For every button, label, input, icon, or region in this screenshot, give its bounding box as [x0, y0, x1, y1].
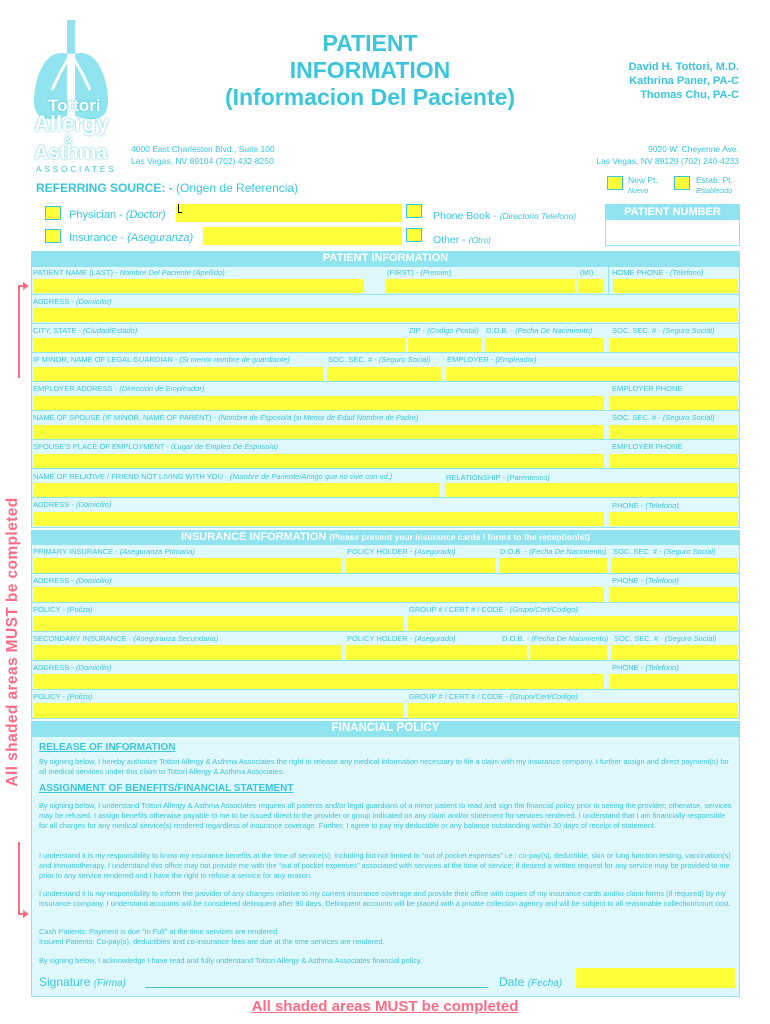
policy-holder-dob-label	[500, 547, 606, 556]
row-divider	[31, 660, 740, 661]
relative-address-label	[33, 500, 111, 509]
employer-phone-label: EMPLOYER PHONE	[612, 384, 683, 393]
physician-field[interactable]	[176, 204, 402, 222]
address-left-line-1: 4000 East Charleston Blvd., Suite 100	[131, 144, 275, 154]
new-patient-text: New Pt.	[628, 175, 658, 185]
patient-number-label: PATIENT NUMBER	[606, 205, 739, 220]
insurance-address-field[interactable]	[33, 587, 604, 602]
phone-book-label	[433, 210, 576, 222]
insurance-address-text: ADDRESS -	[33, 576, 74, 585]
relative-text: NAME OF RELATIVE / FRIEND NOT LIVING WITH YOU -	[33, 472, 228, 481]
insured-patients-text: Insured Patients: Co-pay(s), deductibles and co-insurance fees are due at the time services are rendered.	[39, 937, 385, 946]
policy-holder-text-es: (Asegurado)	[414, 547, 456, 556]
referring-source-label	[36, 181, 298, 195]
date-text: Date	[499, 975, 525, 989]
physician-label	[69, 209, 166, 221]
side-warning: All shaded areas MUST be completed	[4, 497, 21, 787]
policy-text: POLICY -	[33, 605, 65, 614]
employer-address-field[interactable]	[33, 396, 604, 410]
home-phone-text: HOME PHONE -	[612, 268, 668, 277]
secondary-address-field[interactable]	[33, 674, 604, 689]
policy-holder-2-dob-text: D.O.B. -	[502, 634, 530, 643]
established-patient-label	[696, 175, 733, 197]
provider-3: Thomas Chu, PA-C	[640, 89, 739, 101]
group-text: GROUP # / CERT # / CODE -	[409, 605, 508, 614]
group-label	[409, 605, 578, 614]
ssn-field[interactable]	[610, 338, 738, 352]
spouse-employer-phone-label: EMPLOYER PHONE	[612, 442, 683, 451]
address-label	[33, 297, 111, 306]
policy-holder-2-text-es: (Asegurado)	[414, 634, 456, 643]
ssn-text: SOC. SEC. # -	[612, 326, 661, 335]
dob-label	[486, 326, 592, 335]
phone-book-text-es: (Directorio Telefono)	[499, 211, 577, 221]
group-2-label	[409, 692, 578, 701]
spouse-employment-label	[33, 442, 278, 451]
home-phone-field[interactable]	[613, 279, 738, 293]
spouse-ssn-text: SOC. SEC. # -	[612, 413, 661, 422]
policy-holder-ssn-text: SOC. SEC. # -	[613, 547, 662, 556]
insurance-label	[69, 232, 193, 244]
city-state-text-es: (Ciudad/Estado)	[83, 326, 138, 335]
signature-text-es: (Firma)	[93, 978, 126, 989]
policy-holder-ssn-label	[613, 547, 716, 556]
policy-holder-field[interactable]	[346, 558, 496, 573]
spouse-employment-text: SPOUSE'S PLACE OF EMPLOYMENT -	[33, 442, 169, 451]
relative-phone-text-es: (Telefono)	[645, 501, 679, 510]
policy-2-field[interactable]	[33, 703, 403, 718]
guardian-label	[33, 355, 290, 364]
home-phone-text-es: (Telefono)	[669, 268, 704, 277]
insurance-heading	[31, 530, 740, 544]
policy-holder-2-ssn-field[interactable]	[611, 645, 738, 660]
spouse-employment-field[interactable]	[33, 454, 604, 468]
policy-holder-text: POLICY HOLDER -	[347, 547, 413, 556]
physician-checkbox[interactable]	[45, 206, 61, 220]
dob-field[interactable]	[485, 338, 604, 352]
primary-insurance-field[interactable]	[33, 558, 342, 573]
other-text-es: (Otro)	[468, 235, 491, 245]
last-name-text: PATIENT NAME (LAST) -	[33, 268, 118, 277]
row-divider	[31, 497, 740, 498]
logo	[30, 18, 117, 176]
spouse-text-es: (Nombre de Esposo/a (si Menor de Edad Nombre de Padre)	[218, 413, 419, 422]
relative-field[interactable]	[33, 483, 440, 497]
provider-list	[629, 60, 739, 102]
first-name-text: (FIRST) -	[387, 268, 419, 277]
column-divider	[608, 266, 609, 294]
date-label	[499, 975, 562, 989]
insurance-phone-label	[612, 576, 679, 585]
guardian-field[interactable]	[33, 367, 323, 381]
physician-text: Physician -	[69, 209, 123, 221]
last-name-label	[33, 268, 225, 277]
secondary-insurance-field[interactable]	[33, 645, 342, 660]
relationship-text: RELATIONSHIP -	[446, 473, 505, 482]
other-text: Other -	[433, 234, 466, 246]
logo-text-4: Asthma	[34, 142, 108, 164]
policy-holder-dob-text-es: (Fecha De Nacimiento)	[529, 547, 607, 556]
primary-insurance-text: PRIMARY INSURANCE -	[33, 547, 118, 556]
home-phone-label	[612, 268, 703, 277]
patient-info-heading: PATIENT INFORMATION	[31, 251, 740, 266]
mi-label: (MI)	[580, 268, 594, 277]
new-patient-checkbox[interactable]	[607, 176, 623, 190]
signature-label	[39, 975, 126, 989]
employer-label	[447, 355, 537, 364]
insurance-address-text-es: (Domicilio)	[75, 576, 112, 585]
policy-field[interactable]	[33, 616, 403, 631]
address-left	[131, 143, 275, 167]
insurance-phone-field[interactable]	[610, 587, 738, 602]
guardian-text: IF MINOR, NAME OF LEGAL GUARDIAN -	[33, 355, 178, 364]
secondary-phone-field[interactable]	[610, 674, 738, 689]
address-right	[596, 143, 739, 167]
row-divider	[31, 631, 740, 632]
policy-holder-2-dob-text-es: (Fecha De Nacimiento)	[531, 634, 609, 643]
established-patient-text-es: Establecido	[696, 188, 733, 195]
ssn-text-es: (Seguro Social)	[662, 326, 715, 335]
guardian-text-es: (Si menor nombre de guardiante)	[179, 355, 290, 364]
policy-holder-2-text: POLICY HOLDER -	[347, 634, 413, 643]
policy-holder-label	[347, 547, 456, 556]
policy-holder-ssn-text-es: (Seguro Social)	[663, 547, 716, 556]
title-line-2: INFORMATION	[289, 57, 451, 83]
guardian-ssn-label	[328, 355, 431, 364]
group-2-text-es: (Grupo/Cert/Codigo)	[509, 692, 578, 701]
bottom-warning: All shaded areas MUST be completed	[251, 998, 519, 1015]
insurance-referral-field[interactable]	[203, 227, 402, 245]
relationship-label	[446, 473, 550, 482]
secondary-insurance-label	[33, 634, 218, 643]
policy-holder-2-ssn-text: SOC. SEC. # -	[614, 634, 663, 643]
row-divider	[31, 689, 740, 690]
row-divider	[31, 439, 740, 440]
group-2-text: GROUP # / CERT # / CODE -	[409, 692, 508, 701]
zip-text-es: (Codigo Postal)	[427, 326, 479, 335]
policy-holder-2-ssn-label	[614, 634, 717, 643]
zip-text: ZIP -	[409, 326, 426, 335]
secondary-insurance-text-es: (Aseguranza Secundaria)	[133, 634, 219, 643]
first-name-text-es: (Premier)	[420, 268, 452, 277]
relationship-text-es: (Parentesco)	[507, 473, 550, 482]
secondary-address-label	[33, 663, 111, 672]
policy-label	[33, 605, 93, 614]
title-line-1: PATIENT	[322, 30, 418, 56]
signature-text: Signature	[39, 975, 91, 989]
employer-field[interactable]	[446, 367, 738, 381]
zip-field[interactable]	[408, 338, 482, 352]
insurance-heading-text: INSURANCE INFORMATION	[180, 531, 327, 543]
secondary-phone-text: PHONE -	[612, 663, 644, 672]
referring-source-title: REFERRING SOURCE: -	[36, 181, 173, 195]
page-title	[170, 30, 570, 111]
policy-2-label	[33, 692, 93, 701]
policy-paragraph-1: By signing below, I understand Tottori Allergy & Asthma Associates requires all patients and/or legal guardians of a minor patient to read and sign the financial policy prior to seeing the provider; otherwise, services may be refused. I assign benefits otherwise payable to me to be issued direct to the provider or group indicated on any claim and/or statement for services rendered. I understand that I am financially responsible for all charges for any medical service(s) rendered regardless of insurance coverage. Further, I agree to pay my deductible or any balance outstanding within 30 days of receipt of statement.	[39, 801, 732, 830]
policy-holder-dob-text: D.O.B. -	[500, 547, 528, 556]
cash-patients-text: Cash Patients: Payment is due “In Full” at the time services are rendered.	[39, 927, 280, 936]
row-divider	[31, 468, 740, 469]
date-text-es: (Fecha)	[527, 978, 563, 989]
ssn-label	[612, 326, 715, 335]
date-field[interactable]	[576, 968, 735, 988]
policy-holder-2-dob-label	[502, 634, 608, 643]
dob-text-es: (Fecha De Nacimiento)	[515, 326, 593, 335]
insurance-checkbox[interactable]	[45, 229, 61, 243]
city-state-label	[33, 326, 137, 335]
row-divider	[31, 602, 740, 603]
mi-field[interactable]	[578, 279, 604, 293]
policy-paragraph-2: I understand it is my responsibility to know my insurance benefits at the time of service(s), including but not limited to “out of pocket expenses” i.e.: co-pay(s), deductible, skin or lung function testing, vaccination(s) and immunotherapy. I understand this office may not provide me with the “out of pocket expenses” associated with services at the time of service; if desired a written request for any service may be provided to me prior to any service rendered and I have the right to refuse a service for any reason.	[39, 851, 731, 880]
address-right-line-1: 9020 W. Cheyenne Ave.	[647, 144, 739, 154]
relative-phone-label	[612, 501, 679, 510]
release-title: RELEASE OF INFORMATION	[39, 742, 176, 753]
relative-text-es: (Nombre de Pariente/Amigo que no vive con ud.)	[229, 472, 393, 481]
relative-address-field[interactable]	[33, 512, 604, 526]
provider-1: David H. Tottori, M.D.	[628, 61, 739, 73]
first-name-field[interactable]	[386, 279, 575, 293]
provider-2: Kathrina Paner, PA-C	[629, 75, 739, 87]
secondary-address-text: ADDRESS -	[33, 663, 74, 672]
policy-2-text-es: (Poliza)	[67, 692, 93, 701]
spouse-ssn-text-es: (Seguro Social)	[662, 413, 715, 422]
policy-text-es: (Poliza)	[67, 605, 93, 614]
spouse-ssn-field[interactable]	[610, 425, 738, 439]
referring-source-title-es: (Origen de Referencia)	[176, 181, 299, 195]
secondary-phone-label	[612, 663, 679, 672]
spouse-employment-text-es: (Lugar de Empleo De Esposo/a)	[171, 442, 279, 451]
employer-address-text: EMPLOYER ADDRESS -	[33, 384, 118, 393]
employer-text-es: (Empleador)	[495, 355, 537, 364]
address-left-line-2: Las Vegas, NV 89104 (702) 432-8250	[131, 156, 274, 166]
insurance-address-label	[33, 576, 111, 585]
row-divider	[31, 294, 740, 295]
address-field[interactable]	[33, 308, 738, 322]
physician-text-es: (Doctor)	[125, 209, 166, 221]
title-line-3: (Informacion Del Paciente)	[224, 84, 516, 110]
row-divider	[31, 352, 740, 353]
logo-text-2: Allergy	[34, 111, 109, 136]
phone-book-text: Phone Book -	[433, 210, 497, 222]
employer-address-label	[33, 384, 204, 393]
zip-label	[409, 326, 479, 335]
address-right-line-2: Las Vegas, NV 89129 (702) 240-4233	[596, 156, 739, 166]
address-text-es: (Domicilio)	[75, 297, 112, 306]
insurance-text: Insurance -	[69, 232, 125, 244]
guardian-ssn-text: SOC. SEC. # -	[328, 355, 377, 364]
other-checkbox[interactable]	[406, 228, 422, 242]
relationship-field[interactable]	[445, 483, 738, 497]
row-divider	[31, 410, 740, 411]
relative-address-text: ADDRESS -	[33, 500, 74, 509]
guardian-ssn-field[interactable]	[327, 367, 441, 381]
spouse-ssn-label	[612, 413, 715, 422]
group-text-es: (Grupo/Cert/Codigo)	[509, 605, 578, 614]
first-name-label	[387, 268, 452, 277]
policy-paragraph-3: I understand it is my responsibility to inform the provider of any changes relative to my current insurance coverage and provide their office with copies of my insurance cards and/or claim forms (if required) by my insurance company. I understand accounts will be considered delinquent after 90 days. Delinquent accounts will be placed with a private collection agency and will be subject to all reasonable collection/court cost.	[39, 889, 731, 908]
row-divider	[31, 573, 740, 574]
policy-2-text: POLICY -	[33, 692, 65, 701]
policy-holder-2-ssn-text-es: (Seguro Social)	[664, 634, 717, 643]
insurance-heading-note: (Please present your insurance cards / forms to the receptionist)	[329, 532, 591, 542]
financial-heading: FINANCIAL POLICY	[31, 721, 740, 736]
secondary-insurance-text: SECONDARY INSURANCE -	[33, 634, 132, 643]
established-patient-text: Estab. Pt.	[696, 175, 733, 185]
secondary-address-text-es: (Domicilio)	[75, 663, 112, 672]
policy-holder-2-label	[347, 634, 456, 643]
logo-text-3: &	[64, 132, 73, 146]
relative-address-text-es: (Domicilio)	[75, 500, 112, 509]
relative-label	[33, 472, 392, 481]
logo-text-1: Tottori	[48, 96, 101, 115]
dob-text: D.O.B. -	[486, 326, 514, 335]
policy-holder-ssn-field[interactable]	[611, 558, 738, 573]
spouse-text: NAME OF SPOUSE (IF MINOR, NAME OF PARENT) -	[33, 413, 217, 422]
spouse-field[interactable]	[33, 425, 604, 439]
primary-insurance-label	[33, 547, 195, 556]
secondary-phone-text-es: (Telefono)	[645, 663, 679, 672]
policy-holder-2-field[interactable]	[346, 645, 527, 660]
phone-book-checkbox[interactable]	[406, 204, 422, 218]
address-text: ADDRESS -	[33, 297, 74, 306]
row-divider	[31, 323, 740, 324]
side-bracket-arrows	[14, 282, 32, 922]
other-label	[433, 234, 491, 246]
new-patient-label	[628, 175, 658, 197]
primary-insurance-text-es: (Aseguranza Primaria)	[119, 547, 195, 556]
last-name-field[interactable]	[33, 279, 364, 293]
insurance-phone-text-es: (Telefono)	[645, 576, 679, 585]
established-patient-checkbox[interactable]	[674, 176, 690, 190]
city-state-text: CITY, STATE -	[33, 326, 81, 335]
policy-holder-2-dob-field[interactable]	[530, 645, 607, 660]
text-cursor	[178, 204, 182, 213]
signature-line[interactable]	[145, 987, 488, 988]
release-text: By signing below, I hereby authorize Tottori Allergy & Asthma Associates the right to release any medical information necessary to file a claim with my insurance company. I further assign and direct payment(s) for all medical services under this claim to Tottori Allergy & Asthma Associates.	[39, 757, 729, 776]
assignment-title: ASSIGNMENT OF BENEFITS/FINANCIAL STATEMENT	[39, 783, 294, 794]
last-name-text-es: Nombre Del Paciente (Apellido)	[119, 268, 225, 277]
insurance-phone-text: PHONE -	[612, 576, 644, 585]
row-divider	[31, 381, 740, 382]
employer-phone-field[interactable]	[610, 396, 738, 410]
new-patient-text-es: Nuevo	[628, 188, 649, 195]
insurance-text-es: (Aseguranza)	[127, 232, 194, 244]
group-2-field[interactable]	[408, 703, 738, 718]
city-state-field[interactable]	[33, 338, 405, 352]
patient-number-box[interactable]	[605, 204, 740, 246]
group-field[interactable]	[408, 616, 738, 631]
policy-holder-dob-field[interactable]	[499, 558, 607, 573]
acknowledgement-text: By signing below, I acknowledge I have read and fully understand Tottori Allergy & Asthma Associates financial policy.	[39, 956, 423, 965]
guardian-ssn-text-es: (Seguro Social)	[378, 355, 431, 364]
employer-text: EMPLOYER -	[447, 355, 494, 364]
spouse-employer-phone-field[interactable]	[610, 454, 738, 468]
employer-address-text-es: (Direccion de Empleador)	[119, 384, 205, 393]
logo-text-5: ASSOCIATES	[36, 165, 117, 174]
relative-phone-field[interactable]	[610, 512, 738, 526]
spouse-label	[33, 413, 418, 422]
relative-phone-text: PHONE -	[612, 501, 644, 510]
